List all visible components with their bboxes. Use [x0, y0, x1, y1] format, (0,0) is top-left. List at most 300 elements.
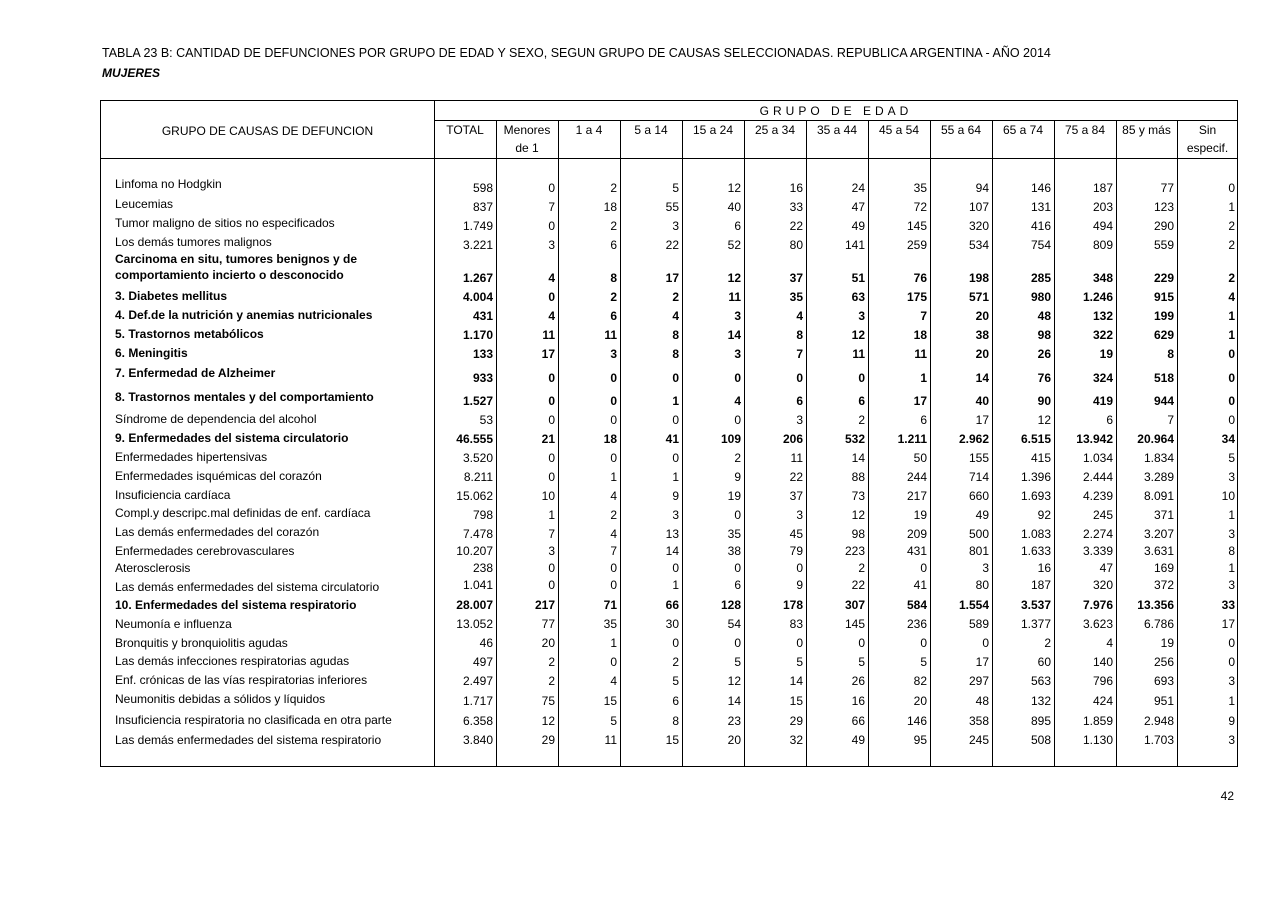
row-label: 8. Trastornos mentales y del comportamiento	[115, 390, 374, 404]
cell-value: 424	[1092, 694, 1113, 708]
column-header: 75 a 84	[1064, 123, 1106, 137]
cell-value: 12	[851, 328, 865, 342]
cell-value: 3	[734, 309, 741, 323]
cell-value: 2.444	[1082, 470, 1113, 484]
cell-value: 10	[541, 489, 555, 503]
row-label: Tumor maligno de sitios no especificados	[115, 216, 335, 230]
cell-value: 8	[672, 328, 679, 342]
column-header: Sin	[1198, 123, 1217, 137]
cell-value: 322	[1092, 328, 1113, 342]
row-label: 9. Enfermedades del sistema circulatorio	[115, 431, 349, 445]
cell-value: 297	[968, 674, 989, 688]
cell-value: 132	[1030, 694, 1051, 708]
cell-value: 14	[975, 371, 989, 385]
cell-value: 0	[610, 655, 617, 669]
page-number: 42	[1220, 789, 1234, 803]
cell-value: 1.859	[1082, 714, 1113, 728]
cell-value: 0	[982, 636, 989, 650]
cell-value: 17	[975, 655, 989, 669]
cell-value: 37	[789, 271, 803, 285]
cell-value: 798	[472, 508, 493, 522]
cell-value: 1.211	[897, 432, 927, 446]
cell-value: 431	[906, 544, 927, 558]
cell-value: 83	[789, 617, 803, 631]
cell-value: 0	[672, 371, 679, 385]
cell-value: 19	[1160, 636, 1174, 650]
cell-value: 40	[975, 394, 989, 408]
cell-value: 146	[1030, 181, 1051, 195]
cell-value: 8	[672, 714, 679, 728]
cell-value: 589	[968, 617, 989, 631]
cell-value: 348	[1092, 271, 1113, 285]
cell-value: 46	[479, 636, 493, 650]
cell-value: 22	[789, 470, 803, 484]
cell-value: 6.786	[1143, 617, 1174, 631]
cell-value: 8	[610, 271, 617, 285]
cell-value: 0	[796, 561, 803, 575]
column-header: 85 y más	[1122, 123, 1171, 137]
cell-value: 20	[975, 347, 989, 361]
cell-value: 3	[1228, 674, 1235, 688]
cell-value: 0	[548, 394, 555, 408]
cell-value: 3.537	[1020, 598, 1051, 612]
cell-value: 238	[472, 561, 493, 575]
cell-value: 33	[1221, 598, 1235, 612]
cell-value: 6	[796, 394, 803, 408]
row-label: Los demás tumores malignos	[115, 235, 272, 249]
cell-value: 77	[541, 617, 555, 631]
cell-value: 131	[1030, 200, 1051, 214]
cell-value: 5	[672, 181, 679, 195]
cell-value: 11	[852, 347, 865, 361]
cell-value: 1.041	[462, 578, 493, 592]
row-label: 4. Def.de la nutrición y anemias nutricionales	[115, 308, 373, 322]
cell-value: 4	[610, 489, 617, 503]
cell-value: 1	[1228, 328, 1235, 342]
cell-value: 49	[851, 733, 865, 747]
table-title: TABLA 23 B: CANTIDAD DE DEFUNCIONES POR GRUPO DE EDAD Y SEXO, SEGUN GRUPO DE CAUSAS SELECCIONADAS. REPUBLICA ARGENTINA - AÑO 2014	[102, 46, 1051, 60]
row-label: Linfoma no Hodgkin	[115, 177, 222, 191]
cell-value: 0	[734, 413, 741, 427]
cell-value: 20	[541, 636, 555, 650]
cell-value: 629	[1153, 328, 1174, 342]
cell-value: 30	[665, 617, 679, 631]
cell-value: 0	[1228, 394, 1235, 408]
cell-value: 1.633	[1020, 544, 1051, 558]
cell-value: 3	[858, 309, 865, 323]
cell-value: 7.976	[1082, 598, 1113, 612]
cell-value: 11	[790, 451, 803, 465]
row-label: Insuficiencia cardíaca	[115, 488, 231, 502]
cell-value: 41	[665, 432, 679, 446]
cell-value: 3	[672, 508, 679, 522]
cell-value: 6	[920, 413, 927, 427]
cell-value: 52	[727, 238, 741, 252]
cell-value: 14	[727, 694, 741, 708]
cell-value: 34	[1221, 432, 1235, 446]
cell-value: 17	[1221, 617, 1235, 631]
cell-value: 4	[734, 394, 741, 408]
cell-value: 801	[968, 544, 989, 558]
cell-value: 73	[851, 489, 865, 503]
cell-value: 5	[858, 655, 865, 669]
cell-value: 1	[1228, 309, 1235, 323]
cell-value: 223	[844, 544, 865, 558]
cell-value: 19	[1099, 347, 1113, 361]
column-header: 5 a 14	[634, 123, 668, 137]
cell-value: 2	[610, 219, 617, 233]
row-label: Aterosclerosis	[115, 561, 191, 575]
cell-value: 98	[1037, 328, 1051, 342]
cell-value: 13.356	[1137, 598, 1174, 612]
cell-value: 9	[672, 489, 679, 503]
cell-value: 980	[1030, 290, 1051, 304]
cell-value: 0	[548, 290, 555, 304]
cell-value: 1.083	[1020, 527, 1051, 541]
cell-value: 11	[914, 347, 927, 361]
cell-value: 76	[1037, 371, 1051, 385]
cell-value: 6	[734, 219, 741, 233]
cell-value: 0	[672, 451, 679, 465]
cell-value: 1	[672, 394, 679, 408]
cell-value: 17	[913, 394, 927, 408]
cell-value: 1.034	[1082, 451, 1113, 465]
cell-value: 8	[1167, 347, 1174, 361]
row-label: Compl.y descripc.mal definidas de enf. cardíaca	[115, 506, 371, 520]
cell-value: 598	[472, 181, 493, 195]
cell-value: 933	[472, 371, 493, 385]
cell-value: 754	[1030, 238, 1051, 252]
cell-value: 75	[541, 694, 555, 708]
row-label: 3. Diabetes mellitus	[115, 289, 228, 303]
cell-value: 76	[913, 271, 927, 285]
cell-value: 0	[548, 371, 555, 385]
cell-value: 169	[1153, 561, 1174, 575]
cell-value: 0	[610, 371, 617, 385]
cell-value: 2.948	[1143, 714, 1174, 728]
cell-value: 0	[610, 561, 617, 575]
cell-value: 0	[548, 219, 555, 233]
cell-value: 48	[975, 694, 989, 708]
cell-value: 358	[968, 714, 989, 728]
cell-value: 4	[796, 309, 803, 323]
cell-value: 7	[920, 309, 927, 323]
cell-value: 7	[548, 200, 555, 214]
header-bottom-rule	[101, 158, 1237, 159]
cell-value: 500	[968, 527, 989, 541]
column-header: 55 a 64	[940, 123, 982, 137]
cell-value: 1.170	[462, 328, 493, 342]
cell-value: 16	[1037, 561, 1051, 575]
cell-value: 0	[548, 578, 555, 592]
cell-value: 837	[472, 200, 493, 214]
column-header: TOTAL	[446, 123, 484, 137]
cell-value: 2	[548, 655, 555, 669]
cell-value: 372	[1153, 578, 1174, 592]
cell-value: 245	[1092, 508, 1113, 522]
cell-value: 0	[1228, 636, 1235, 650]
cell-value: 714	[968, 470, 989, 484]
cell-value: 236	[906, 617, 927, 631]
cell-value: 4	[1106, 636, 1113, 650]
cell-value: 17	[665, 271, 679, 285]
cell-value: 1.693	[1020, 489, 1051, 503]
cell-value: 8.211	[463, 470, 493, 484]
column-header: 65 a 74	[1002, 123, 1044, 137]
cell-value: 4	[548, 271, 555, 285]
cell-value: 9	[734, 470, 741, 484]
cell-value: 3	[1228, 578, 1235, 592]
cell-value: 37	[789, 489, 803, 503]
cell-value: 1.396	[1020, 470, 1051, 484]
cell-value: 199	[1153, 309, 1174, 323]
cell-value: 6	[1106, 413, 1113, 427]
cell-value: 14	[665, 544, 679, 558]
column-header: 1 a 4	[575, 123, 603, 137]
cell-value: 29	[541, 733, 555, 747]
cell-value: 0	[734, 636, 741, 650]
cell-value: 6	[672, 694, 679, 708]
cell-value: 94	[975, 181, 989, 195]
cell-value: 20.964	[1137, 432, 1174, 446]
cell-value: 60	[1037, 655, 1051, 669]
cell-value: 660	[968, 489, 989, 503]
cell-value: 28.007	[456, 598, 493, 612]
cell-value: 21	[541, 432, 555, 446]
row-label: Las demás enfermedades del corazón	[115, 525, 320, 539]
cell-value: 13.942	[1076, 432, 1113, 446]
cell-value: 4.239	[1082, 489, 1113, 503]
cell-value: 35	[727, 527, 741, 541]
cell-value: 29	[789, 714, 803, 728]
cell-value: 3	[796, 413, 803, 427]
cell-value: 14	[789, 674, 803, 688]
cell-value: 0	[920, 561, 927, 575]
cell-value: 0	[1228, 371, 1235, 385]
cell-value: 109	[720, 432, 741, 446]
cell-value: 915	[1153, 290, 1174, 304]
cell-value: 10.207	[456, 544, 493, 558]
cell-value: 54	[727, 617, 741, 631]
row-label: Enf. crónicas de las vías respiratorias inferiores	[115, 673, 368, 687]
cell-value: 123	[1153, 200, 1174, 214]
cell-value: 49	[851, 219, 865, 233]
cell-value: 51	[851, 271, 865, 285]
cell-value: 12	[541, 714, 555, 728]
cell-value: 187	[1092, 181, 1113, 195]
cell-value: 693	[1153, 674, 1174, 688]
cell-value: 45	[789, 527, 803, 541]
cell-value: 1	[920, 371, 927, 385]
cell-value: 2	[672, 290, 679, 304]
cell-value: 2.497	[462, 674, 493, 688]
row-label: Síndrome de dependencia del alcohol	[115, 412, 317, 426]
cell-value: 20	[913, 694, 927, 708]
cell-value: 9	[796, 578, 803, 592]
cell-value: 518	[1153, 371, 1174, 385]
cell-value: 17	[975, 413, 989, 427]
cell-value: 1.377	[1020, 617, 1051, 631]
cell-value: 92	[1037, 508, 1051, 522]
cell-value: 4	[610, 527, 617, 541]
cell-value: 1	[1228, 694, 1235, 708]
row-label: Las demás enfermedades del sistema respiratorio	[115, 733, 382, 747]
cell-value: 0	[734, 371, 741, 385]
cell-value: 14	[851, 451, 865, 465]
cell-value: 1.703	[1143, 733, 1174, 747]
cell-value: 0	[920, 636, 927, 650]
cell-value: 0	[610, 578, 617, 592]
cell-value: 0	[548, 181, 555, 195]
cell-value: 7	[548, 527, 555, 541]
cell-value: 66	[851, 714, 865, 728]
cell-value: 6	[610, 309, 617, 323]
cell-value: 198	[968, 271, 989, 285]
cell-value: 1	[672, 578, 679, 592]
cell-value: 88	[851, 470, 865, 484]
row-label: Bronquitis y bronquiolitis agudas	[115, 636, 288, 650]
cell-value: 217	[534, 598, 555, 612]
cell-value: 3	[548, 238, 555, 252]
cell-value: 16	[851, 694, 865, 708]
cell-value: 8.091	[1143, 489, 1174, 503]
cell-value: 0	[734, 508, 741, 522]
cell-value: 66	[665, 598, 679, 612]
cell-value: 0	[610, 413, 617, 427]
cell-value: 6	[610, 238, 617, 252]
row-label: Las demás infecciones respiratorias agudas	[115, 654, 350, 668]
cell-value: 3	[672, 219, 679, 233]
cell-value: 895	[1030, 714, 1051, 728]
cell-value: 82	[913, 674, 927, 688]
cell-value: 175	[906, 290, 927, 304]
cell-value: 20	[727, 733, 741, 747]
cell-value: 11	[604, 328, 617, 342]
cell-value: 245	[968, 733, 989, 747]
cell-value: 11	[542, 328, 555, 342]
row-label: 6. Meningitis	[115, 346, 188, 360]
cell-value: 532	[844, 432, 865, 446]
cell-value: 3	[610, 347, 617, 361]
cell-value: 3	[982, 561, 989, 575]
cell-value: 3.520	[462, 451, 493, 465]
cell-value: 11	[728, 290, 741, 304]
cell-value: 33	[789, 200, 803, 214]
cell-value: 285	[1030, 271, 1051, 285]
cell-value: 6.358	[462, 714, 493, 728]
table-subtitle: MUJERES	[102, 66, 161, 80]
cell-value: 0	[734, 561, 741, 575]
cell-value: 7	[610, 544, 617, 558]
cell-value: 38	[727, 544, 741, 558]
cell-value: 79	[789, 544, 803, 558]
cell-value: 140	[1092, 655, 1113, 669]
row-label: Enfermedades isquémicas del corazón	[115, 469, 322, 483]
cell-value: 3.221	[462, 238, 493, 252]
cell-value: 0	[548, 561, 555, 575]
causes-column-header: GRUPO DE CAUSAS DE DEFUNCION	[161, 124, 374, 138]
cell-value: 3.623	[1082, 617, 1113, 631]
cell-value: 2.274	[1082, 527, 1113, 541]
cell-value: 128	[720, 598, 741, 612]
row-label: Neumonía e influenza	[115, 617, 232, 631]
cell-value: 178	[782, 598, 803, 612]
column-header: 15 a 24	[692, 123, 734, 137]
cell-value: 3.631	[1143, 544, 1174, 558]
cell-value: 0	[548, 451, 555, 465]
cell-value: 324	[1092, 371, 1113, 385]
row-label: 10. Enfermedades del sistema respiratorio	[115, 598, 357, 612]
age-group-header: GRUPO DE EDAD	[759, 104, 913, 118]
cell-value: 15.062	[456, 489, 493, 503]
cell-value: 80	[789, 238, 803, 252]
cell-value: 1	[1228, 200, 1235, 214]
cell-value: 2	[1228, 238, 1235, 252]
cell-value: 2	[672, 655, 679, 669]
cell-value: 17	[541, 347, 555, 361]
cell-value: 18	[603, 200, 617, 214]
cell-value: 2	[610, 290, 617, 304]
cell-value: 13	[665, 527, 679, 541]
cell-value: 141	[844, 238, 865, 252]
cell-value: 563	[1030, 674, 1051, 688]
cell-value: 2	[858, 413, 865, 427]
cell-value: 796	[1092, 674, 1113, 688]
cell-value: 0	[548, 470, 555, 484]
cell-value: 0	[672, 636, 679, 650]
cell-value: 4	[672, 309, 679, 323]
column-header: 25 a 34	[754, 123, 796, 137]
cell-value: 0	[610, 394, 617, 408]
cell-value: 4.004	[462, 290, 493, 304]
row-label: Insuficiencia respiratoria no clasificada en otra parte	[115, 713, 392, 727]
cell-value: 5	[610, 714, 617, 728]
cell-value: 155	[968, 451, 989, 465]
cell-value: 47	[1099, 561, 1113, 575]
cell-value: 5	[1228, 451, 1235, 465]
cell-value: 559	[1153, 238, 1174, 252]
cell-value: 3.289	[1143, 470, 1174, 484]
column-header: Menores	[503, 123, 551, 137]
cell-value: 26	[1037, 347, 1051, 361]
row-label: Las demás enfermedades del sistema circulatorio	[115, 580, 380, 594]
cell-value: 2	[610, 181, 617, 195]
cell-value: 1	[672, 470, 679, 484]
cell-value: 8	[672, 347, 679, 361]
cell-value: 8	[796, 328, 803, 342]
cell-value: 22	[851, 578, 865, 592]
cell-value: 2	[1228, 271, 1235, 285]
cell-value: 49	[975, 508, 989, 522]
cell-value: 8	[1228, 544, 1235, 558]
cell-value: 3	[1228, 527, 1235, 541]
cell-value: 15	[789, 694, 803, 708]
cell-value: 41	[913, 578, 927, 592]
cell-value: 320	[1092, 578, 1113, 592]
cell-value: 90	[1037, 394, 1051, 408]
cell-value: 133	[472, 347, 493, 361]
cell-value: 419	[1092, 394, 1113, 408]
cell-value: 23	[727, 714, 741, 728]
cell-value: 22	[789, 219, 803, 233]
cell-value: 16	[789, 181, 803, 195]
cell-value: 26	[851, 674, 865, 688]
cell-value: 7.478	[462, 527, 493, 541]
column-header: 45 a 54	[878, 123, 920, 137]
cell-value: 0	[796, 636, 803, 650]
cell-value: 12	[727, 674, 741, 688]
cell-value: 7	[1167, 413, 1174, 427]
